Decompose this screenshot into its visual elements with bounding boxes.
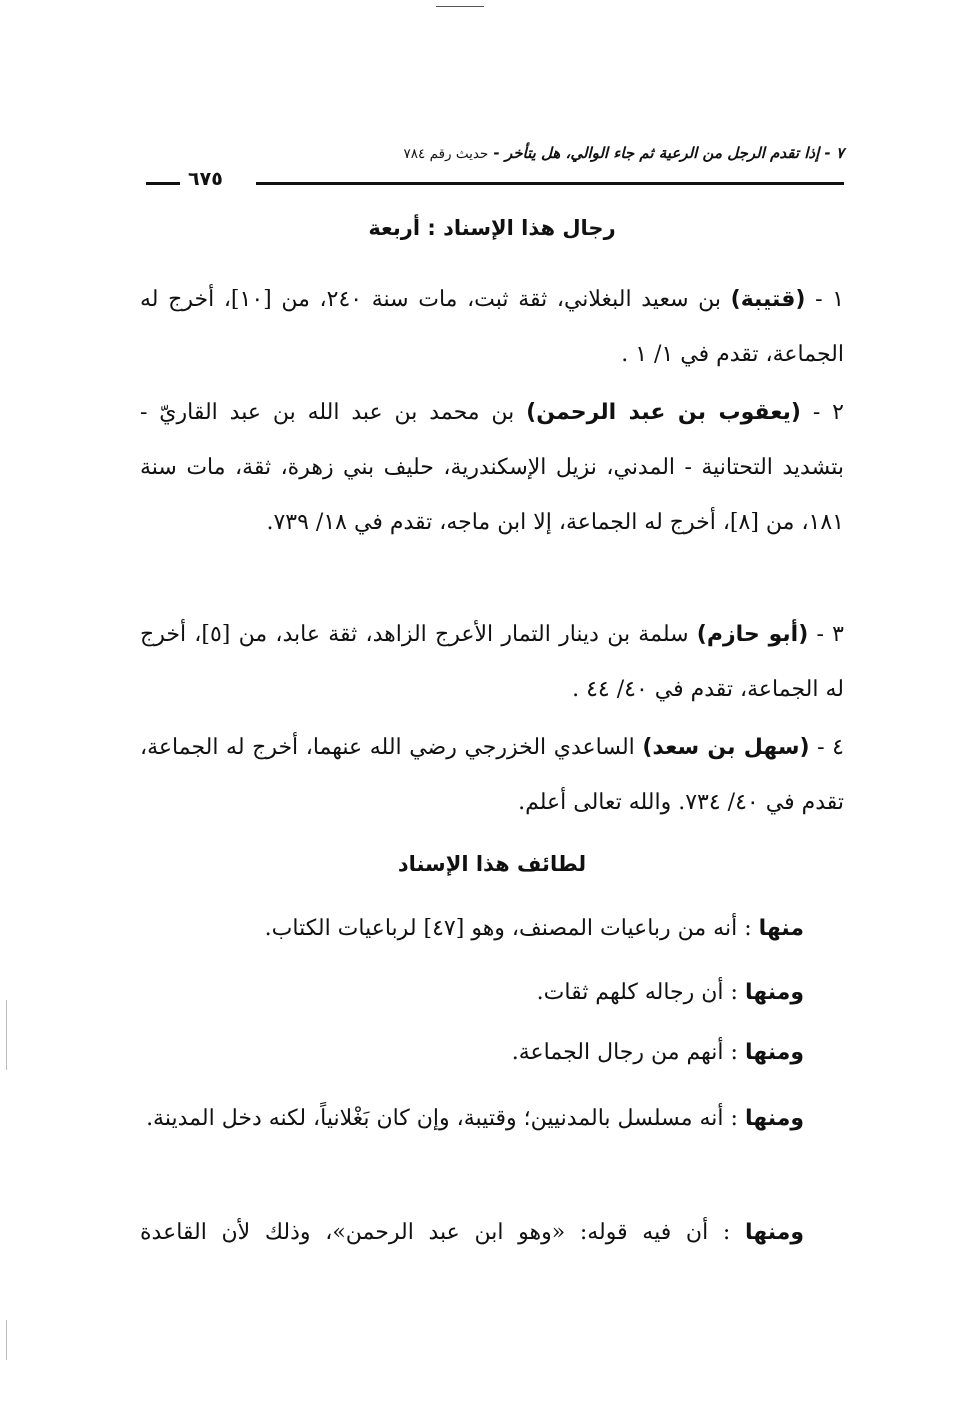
latif-item-4 — [140, 1090, 844, 1148]
header-rule — [256, 182, 844, 185]
latif-item-3 — [140, 1024, 844, 1082]
latif-key: ومنها — [744, 1040, 804, 1065]
narrator-text: بن سعيد البغلاني، ثقة ثبت، مات سنة ٢٤٠، من [١٠]، أخرج له الجماعة، تقدم في ١/ ١ . — [140, 287, 844, 367]
narrator-name: (يعقوب بن عبد الرحمن) — [526, 400, 801, 425]
narrator-name: (سهل بن سعد) — [642, 735, 810, 760]
narrator-name: (أبو حازم) — [696, 622, 809, 647]
margin-line — [6, 1000, 7, 1070]
latif-text: : أن فيه قوله: «وهو ابن عبد الرحمن»، وذلك لأن القاعدة — [140, 1220, 745, 1245]
latif-text: : أنهم من رجال الجماعة. — [511, 1040, 745, 1065]
narrator-entry-1 — [140, 272, 844, 382]
latif-text: : أنه من رباعيات المصنف، وهو [٤٧] لرباعيات الكتاب. — [264, 916, 759, 941]
hadith-reference: حديث رقم ٧٨٤ — [403, 146, 489, 162]
narrator-text: سلمة بن دينار التمار الأعرج الزاهد، ثقة عابد، من [٥]، أخرج له الجماعة، تقدم في ٤٠/ ٤٤ . — [140, 622, 844, 702]
latif-item-5 — [140, 1204, 844, 1262]
page-header — [140, 140, 844, 192]
narrator-text: بن محمد بن عبد الله بن عبد القاريّ - بتشديد التحتانية - المدني، نزيل الإسكندرية، حليف بني زهرة، ثقة، مات سنة ١٨١، من [٨]، أخرج له الجماعة، إلا ابن ماجه، تقدم في ١٨/ ٧٣٩. — [140, 400, 844, 535]
latif-item-1 — [140, 900, 844, 958]
top-crop-mark — [436, 6, 484, 7]
latif-item-2 — [140, 964, 844, 1022]
latif-key: ومنها — [744, 1106, 804, 1131]
narrator-text: الساعدي الخزرجي رضي الله عنهما، أخرج له الجماعة، تقدم في ٤٠/ ٧٣٤. والله تعالى أعلم. — [140, 735, 844, 815]
narrators-heading: رجال هذا الإسناد : أربعة — [368, 216, 616, 240]
header-dash — [146, 182, 180, 185]
latif-key: ومنها — [744, 980, 804, 1005]
narrator-entry-2 — [140, 385, 844, 550]
margin-line — [6, 1320, 7, 1360]
running-title — [404, 144, 844, 162]
chapter-title: ٧ - إذا تقدم الرجل من الرعية ثم جاء الوالي، هل يتأخر - — [493, 144, 844, 162]
narrator-entry-3 — [140, 607, 844, 717]
narrator-number: ١ - — [805, 287, 845, 312]
narrator-name: (قتيبة) — [730, 287, 806, 312]
latif-text: : أنه مسلسل بالمدنيين؛ وقتيبة، وإن كان بَغْلانياً، لكنه دخل المدينة. — [146, 1106, 745, 1131]
narrator-number: ٤ - — [809, 735, 844, 760]
latif-key: منها — [758, 916, 804, 941]
narrator-entry-4 — [140, 720, 844, 830]
lataif-heading: لطائف هذا الإسناد — [397, 852, 587, 876]
narrator-number: ٣ - — [808, 622, 844, 647]
narrator-number: ٢ - — [800, 400, 844, 425]
page-number: ٦٧٥ — [188, 168, 223, 190]
latif-text: : أن رجاله كلهم ثقات. — [536, 980, 745, 1005]
latif-key: ومنها — [744, 1220, 804, 1245]
